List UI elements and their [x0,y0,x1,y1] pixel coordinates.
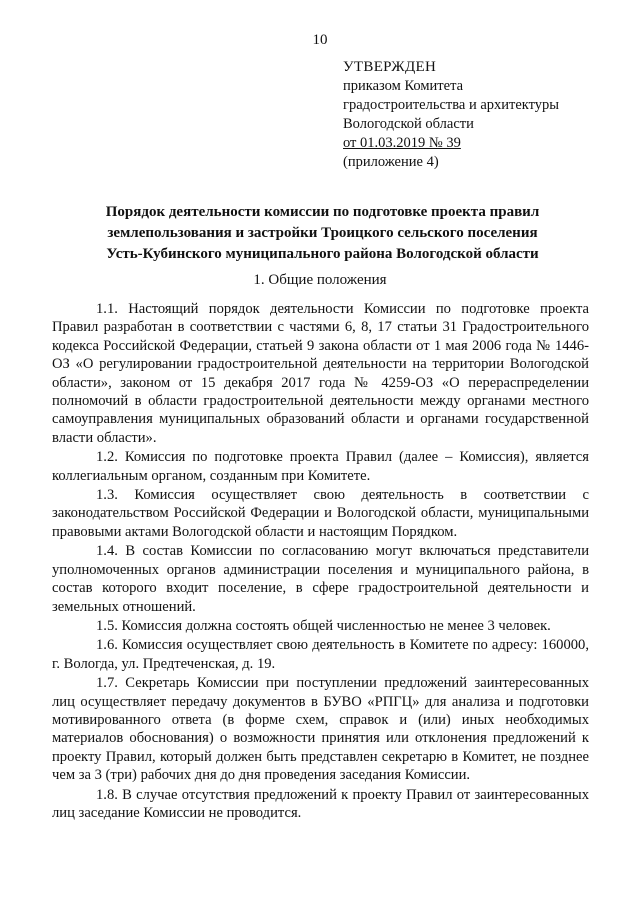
approval-stamp [343,58,613,172]
page-number: 10 [312,32,328,48]
paragraph-1-2: 1.2. Комиссия по подготовке проекта Правил (далее – Комиссия), является коллегиальным органом, созданным при Комитете. [52,449,589,484]
paragraph-1-7: 1.7. Секретарь Комиссии при поступлении предложений заинтересованных лиц осуществляет передачу документов в БУВО «РПГЦ» для анализа и подготовки мотивированного ответа (в форме схем, справок и (или) иных необходимых материалов обоснования) о возможности принятия или отклонения предложений к проекту Правил, который должен быть представлен секретарю в Комитет, не позднее чем за 3 (три) рабочих дня до дня проведения заседания Комиссии. [52,675,589,784]
paragraph-1-5: 1.5. Комиссия должна состоять общей численностью не менее 3 человек. [96,617,551,634]
title-line: Порядок деятельности комиссии по подготовке проекта правил [105,204,540,220]
approval-line: приказом Комитета [343,78,464,94]
approval-date-number: от 01.03.2019 № 39 [343,135,461,151]
document-title [40,202,605,265]
paragraph-1-1: 1.1. Настоящий порядок деятельности Комиссии по подготовке проекта Правил разработан в соответствии с частями 6, 8, 17 статьи 31 Градостроительного кодекса Российской Федерации, статьей 9 закона области от 1 мая 2006 года № 1446-ОЗ «О регулировании градостроительной деятельности на территории Вологодской области», законом от 15 декабря 2017 года № 4259-ОЗ «О перераспределении полномочий в области градостроительной деятельности между органами местного самоуправления муниципальных образований области и органами государственной власти области». [52,301,589,446]
section-heading: 1. Общие положения [253,272,387,288]
approval-line: градостроительства и архитектуры [343,97,560,113]
paragraph-1-6: 1.6. Комиссия осуществляет свою деятельность в Комитете по адресу: 160000, г. Вологда, ул. Предтеченская, д. 19. [52,637,589,672]
approval-heading: УТВЕРЖДЕН [343,59,437,75]
title-line: землепользования и застройки Троицкого сельского поселения [107,225,538,241]
approval-line: Вологодской области [343,116,474,132]
paragraph-1-3: 1.3. Комиссия осуществляет свою деятельность в соответствии с законодательством Российской Федерации и Вологодской области, муниципальными правовыми актами Вологодской области и настоящим Порядком. [52,487,589,540]
paragraph-1-4: 1.4. В состав Комиссии по согласованию могут включаться представители уполномоченных органов администрации поселения и муниципального района, в состав которого входит поселение, в сфере градостроительной деятельности и земельных отношений. [52,543,589,615]
paragraph-1-8: 1.8. В случае отсутствия предложений к проекту Правил от заинтересованных лиц заседание Комиссии не проводится. [52,786,589,821]
approval-date-line [343,134,613,153]
title-line: Усть-Кубинского муниципального района Вологодской области [106,246,539,262]
approval-appendix: (приложение 4) [343,154,439,170]
document-body [52,300,589,822]
